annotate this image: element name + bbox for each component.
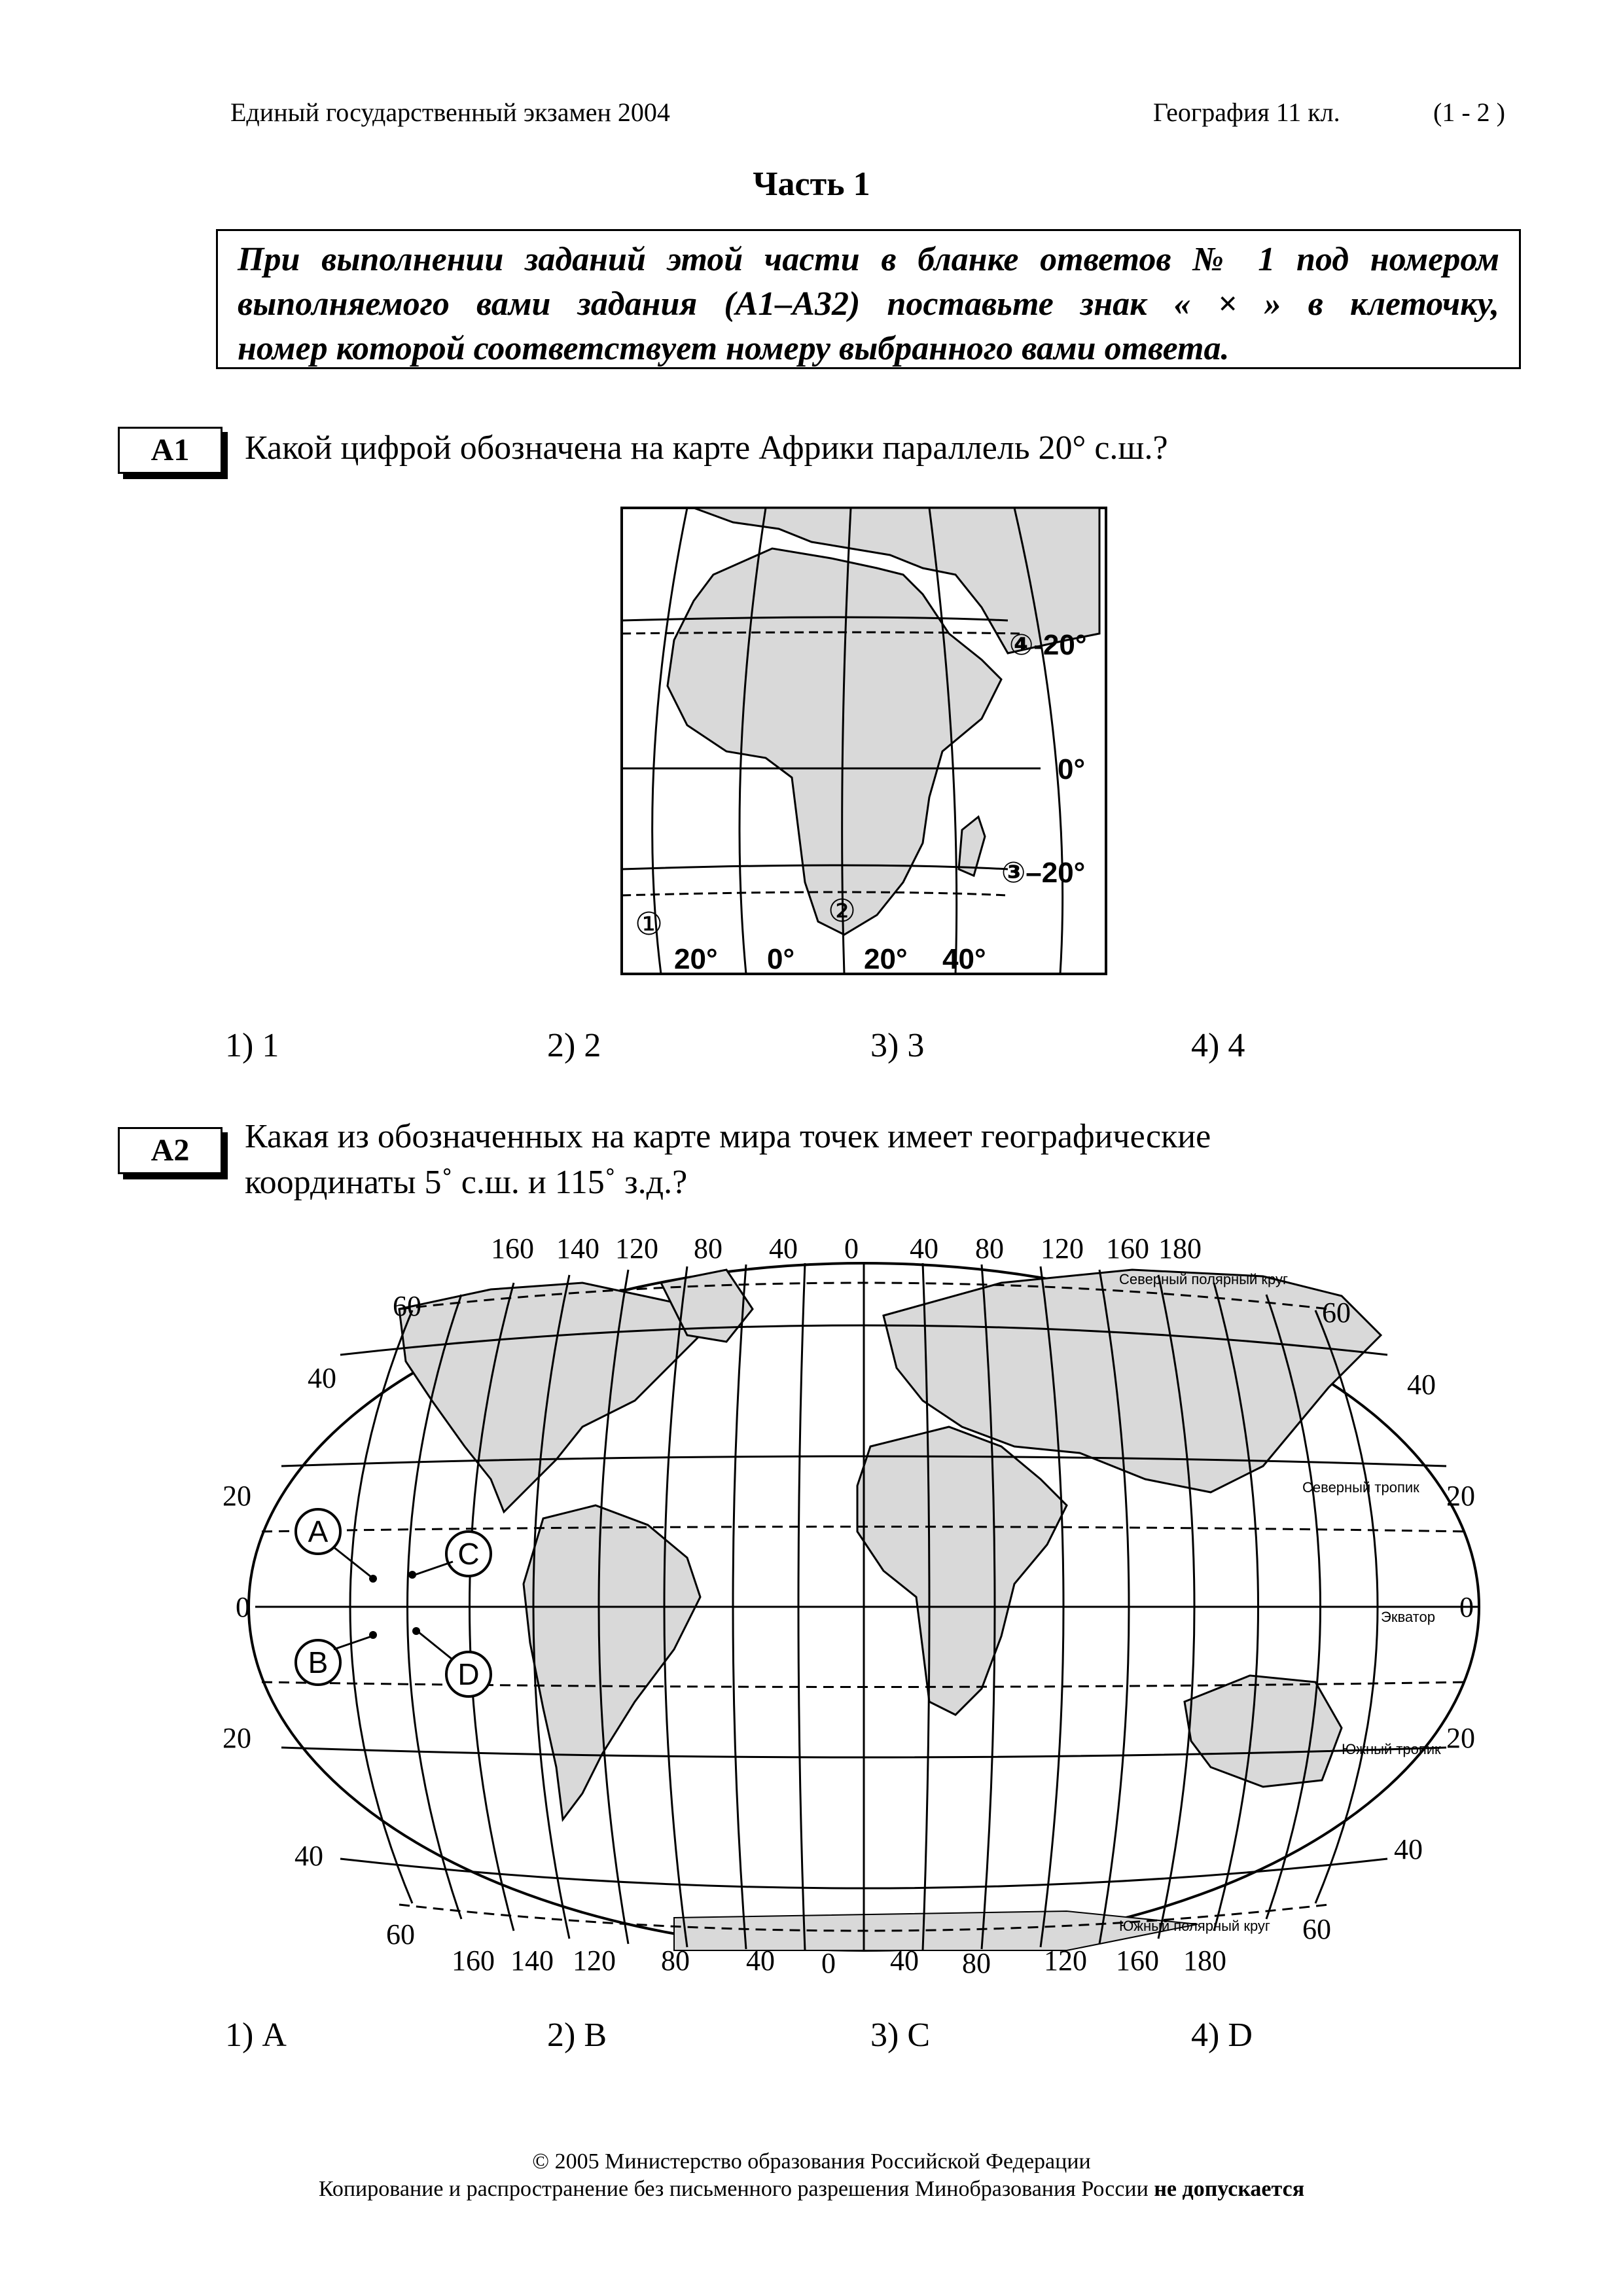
instructions-line-2: выполняемого вами задания (А1–А32) поставьте знак « × » в клеточку, <box>238 285 1499 323</box>
answer-a2-option-2[interactable]: 2) В <box>547 2017 607 2054</box>
top-lon-label: 160 <box>491 1232 534 1265</box>
answer-a1-option-2[interactable]: 2) 2 <box>547 1027 601 1064</box>
answer-a2-option-3[interactable]: 3) С <box>870 2017 930 2054</box>
right-lat-label: 20 <box>1446 1480 1475 1512</box>
arctic-circle-label: Северный полярный круг <box>1119 1271 1289 1287</box>
bottom-lon-label: 120 <box>1044 1945 1087 1977</box>
top-lon-label: 160 <box>1106 1232 1149 1265</box>
bottom-lon-label: 160 <box>452 1945 495 1977</box>
left-lat-label: 20 <box>223 1722 251 1754</box>
bottom-lon-label: 80 <box>962 1947 991 1977</box>
answer-a1-option-1[interactable]: 1) 1 <box>225 1027 279 1064</box>
lon-label: 40° <box>942 943 986 975</box>
antarctic-circle-label: Южный полярный круг <box>1119 1918 1270 1934</box>
left-lat-label: 40 <box>308 1362 336 1394</box>
svg-text:D: D <box>457 1657 480 1691</box>
top-lon-label: 40 <box>910 1232 938 1265</box>
marker-1: ① <box>635 907 664 942</box>
footer-notice-text: Копирование и распространение без письменного разрешения Минобразования России <box>318 2177 1154 2201</box>
top-lon-label: 120 <box>615 1232 658 1265</box>
svg-text:A: A <box>308 1515 329 1549</box>
answer-a1-option-3[interactable]: 3) 3 <box>870 1027 925 1064</box>
right-lat-label: 40 <box>1394 1833 1423 1865</box>
part-title: Часть 1 <box>753 166 870 203</box>
label-parallel-4: ④-20° <box>1009 629 1087 661</box>
bottom-lon-label: 80 <box>661 1945 690 1977</box>
instructions-line-3: номер которой соответствует номеру выбранного вами ответа. <box>238 330 1230 367</box>
question-text-a2-line-2: координаты 5˚ с.ш. и 115˚ з.д.? <box>245 1164 688 1201</box>
lon-label: 20° <box>864 943 908 975</box>
subject-grade: География 11 кл. <box>1153 98 1340 127</box>
lon-label: 20° <box>674 943 718 975</box>
footer-notice-bold: не допускается <box>1154 2177 1305 2201</box>
top-lon-label: 80 <box>975 1232 1004 1265</box>
top-lon-label: 140 <box>556 1232 599 1265</box>
answer-a2-option-1[interactable]: 1) А <box>225 2017 287 2054</box>
world-map <box>216 1230 1499 1977</box>
footer-copyright: © 2005 Министерство образования Российской Федерации <box>532 2149 1091 2174</box>
right-lat-label: 0 <box>1459 1591 1474 1623</box>
bottom-lon-label: 120 <box>573 1945 616 1977</box>
left-lat-label: 40 <box>294 1840 323 1872</box>
tropic-cancer-label: Северный тропик <box>1302 1479 1419 1496</box>
right-lat-label: 60 <box>1302 1913 1331 1945</box>
footer-notice <box>0 2177 1623 2202</box>
question-text-a2-line-1: Какая из обозначенных на карте мира точек имеет географические <box>245 1118 1211 1155</box>
top-lon-label: 0 <box>844 1232 859 1265</box>
right-lat-label: 40 <box>1407 1369 1436 1401</box>
answer-a1-option-4[interactable]: 4) 4 <box>1191 1027 1245 1064</box>
exam-title: Единый государственный экзамен 2004 <box>230 98 670 127</box>
label-parallel-3: ③–20° <box>1001 857 1086 889</box>
top-lon-label: 40 <box>769 1232 798 1265</box>
equator-label: Экватор <box>1381 1609 1435 1625</box>
question-label-a2: А2 <box>118 1127 223 1174</box>
top-lon-label: 180 <box>1158 1232 1202 1265</box>
left-lat-label: 60 <box>393 1290 421 1322</box>
left-lat-label: 20 <box>223 1480 251 1512</box>
right-lat-label: 60 <box>1322 1297 1351 1329</box>
instructions-box <box>216 229 1521 369</box>
svg-text:B: B <box>308 1645 329 1679</box>
africa-map <box>615 503 1113 980</box>
top-lon-label: 80 <box>694 1232 722 1265</box>
bottom-lon-label: 40 <box>746 1945 775 1977</box>
bottom-lon-label: 180 <box>1183 1945 1226 1977</box>
marker-2: ② <box>828 894 857 929</box>
label-equator: 0° <box>1058 753 1086 785</box>
bottom-lon-label: 40 <box>890 1945 919 1977</box>
top-lon-label: 120 <box>1041 1232 1084 1265</box>
tropic-capricorn-label: Южный тропик <box>1342 1741 1441 1757</box>
instructions-line-1: При выполнении заданий этой части в бланке ответов № 1 под номером <box>238 241 1499 278</box>
bottom-lon-label: 140 <box>510 1945 554 1977</box>
answer-a2-option-4[interactable]: 4) D <box>1191 2017 1253 2054</box>
bottom-lon-label: 0 <box>821 1947 836 1977</box>
right-lat-label: 20 <box>1446 1722 1475 1754</box>
left-lat-label: 0 <box>236 1591 250 1623</box>
question-label-a1: А1 <box>118 427 223 474</box>
lon-label: 0° <box>767 943 795 975</box>
svg-text:C: C <box>457 1537 480 1571</box>
left-lat-label: 60 <box>386 1918 415 1950</box>
bottom-lon-label: 160 <box>1116 1945 1159 1977</box>
page-range: (1 - 2 ) <box>1433 98 1505 127</box>
top-lon-labels <box>491 1232 1202 1265</box>
question-text-a1: Какой цифрой обозначена на карте Африки параллель 20° с.ш.? <box>245 429 1168 467</box>
